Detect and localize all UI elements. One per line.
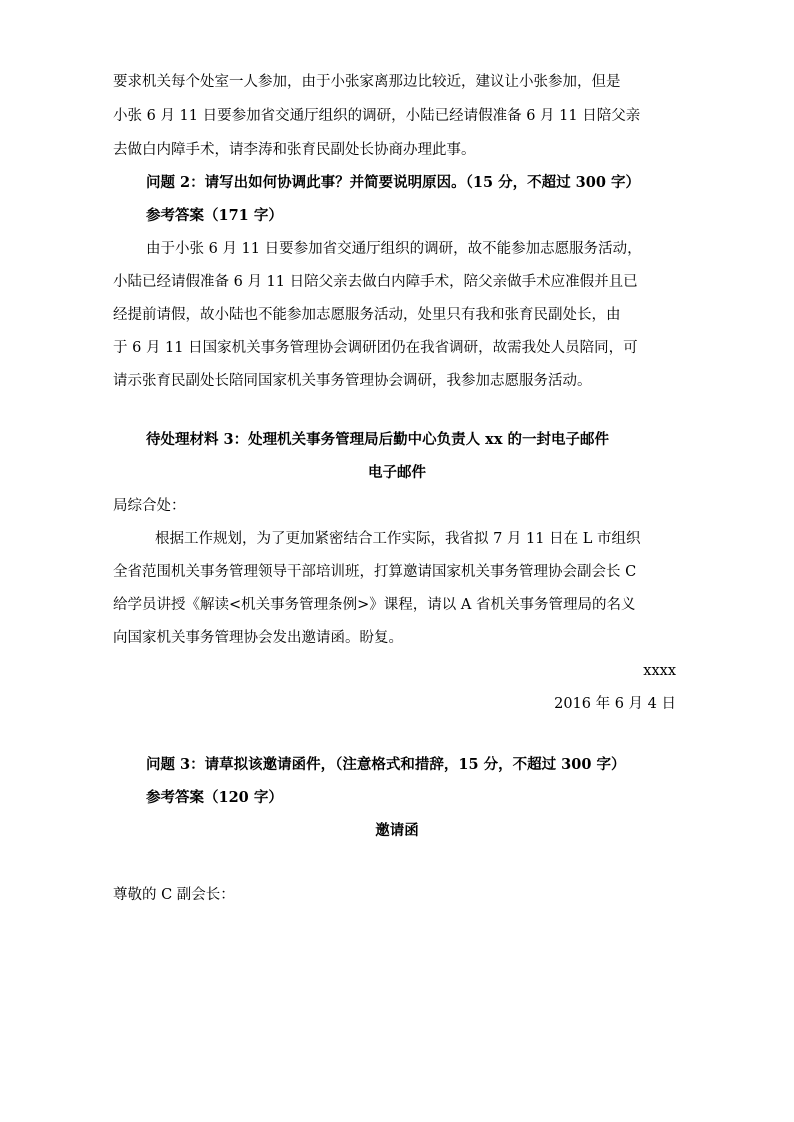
letter-title: 邀请函 — [375, 822, 419, 839]
intro-line-2: 小张 6 月 11 日要参加省交通厅组织的调研，小陆已经请假准备 6 月 11 日陪父亲 — [113, 108, 641, 124]
material-3-heading: 待处理材料 3：处理机关事务管理局后勤中心负责人 xx 的一封电子邮件 — [146, 431, 610, 448]
email-date: 2016 年 6 月 4 日 — [554, 696, 676, 712]
q2-answer-label: 参考答案（171 字） — [146, 207, 283, 224]
email-body-line: 给学员讲授《解读<机关事务管理条例>》课程，请以 A 省机关事务管理局的名义 — [113, 597, 636, 613]
q2-answer-line: 请示张育民副处长陪同国家机关事务管理协会调研，我参加志愿服务活动。 — [113, 373, 592, 389]
intro-line-3: 去做白内障手术，请李涛和张育民副处长协商办理此事。 — [113, 142, 476, 158]
q2-answer-line: 经提前请假，故小陆也不能参加志愿服务活动，处里只有我和张育民副处长，由 — [113, 307, 621, 323]
email-title: 电子邮件 — [368, 464, 426, 481]
question-3: 问题 3：请草拟该邀请函件，（注意格式和措辞，15 分，不超过 300 字） — [146, 756, 626, 773]
q3-answer-label: 参考答案（120 字） — [146, 789, 283, 806]
email-signature: xxxx — [643, 663, 676, 679]
q2-answer-line: 由于小张 6 月 11 日要参加省交通厅组织的调研，故不能参加志愿服务活动， — [146, 241, 642, 257]
email-body-line: 向国家机关事务管理协会发出邀请函。盼复。 — [113, 630, 403, 646]
email-salutation: 局综合处： — [113, 498, 186, 514]
question-2: 问题 2：请写出如何协调此事？并简要说明原因。（15 分，不超过 300 字） — [146, 174, 640, 191]
email-body-line: 全省范围机关事务管理领导干部培训班，打算邀请国家机关事务管理协会副会长 C — [113, 564, 637, 580]
intro-line-1: 要求机关每个处室一人参加，由于小张家离那边比较近，建议让小张参加，但是 — [113, 74, 621, 90]
q2-answer-line: 于 6 月 11 日国家机关事务管理协会调研团仍在我省调研，故需我处人员陪同，可 — [113, 340, 638, 356]
letter-salutation: 尊敬的 C 副会长： — [113, 887, 235, 903]
email-body-line: 根据工作规划，为了更加紧密结合工作实际，我省拟 7 月 11 日在 L 市组织 — [155, 531, 641, 547]
q2-answer-line: 小陆已经请假准备 6 月 11 日陪父亲去做白内障手术，陪父亲做手术应准假并且已 — [113, 274, 638, 290]
